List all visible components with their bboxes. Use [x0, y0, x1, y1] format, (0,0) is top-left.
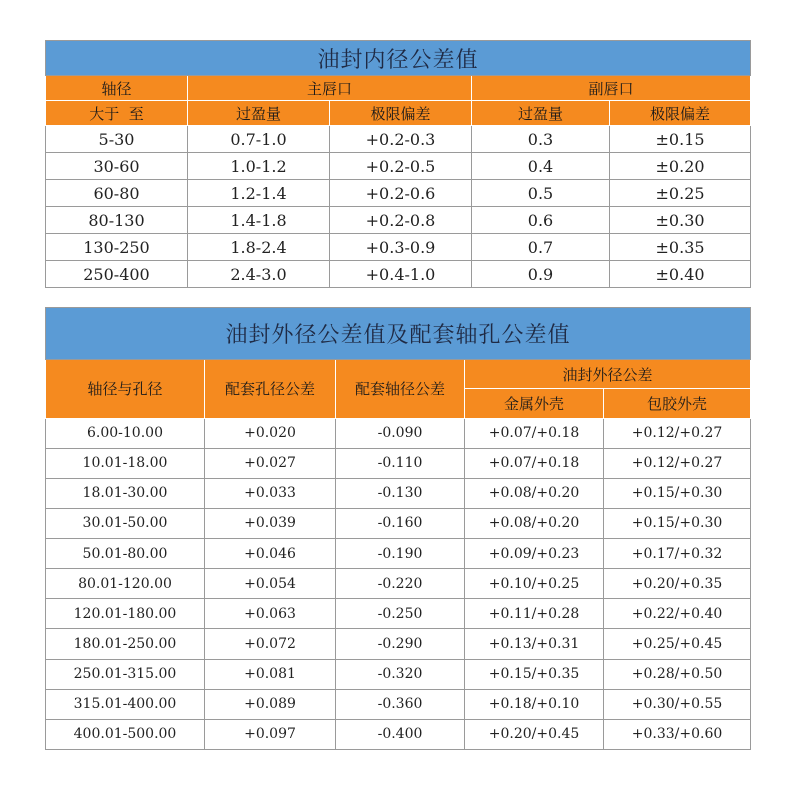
- table-cell: +0.33/+0.60: [604, 719, 751, 749]
- header-metal-case: 金属外壳: [465, 389, 604, 418]
- inner-table-body: [46, 126, 751, 288]
- inner-table-title: 油封内径公差值: [46, 41, 751, 76]
- table-cell: 1.4-1.8: [188, 207, 330, 234]
- table-cell: 0.7-1.0: [188, 126, 330, 153]
- table-cell: 6.00-10.00: [46, 418, 205, 448]
- table-cell: 130-250: [46, 234, 188, 261]
- table-cell: -0.250: [336, 599, 465, 629]
- table-cell: +0.039: [205, 508, 336, 538]
- table-cell: +0.027: [205, 448, 336, 478]
- table-row: [46, 478, 751, 508]
- table-row: [46, 599, 751, 629]
- table-row: [46, 153, 751, 180]
- header-main-deviation: 极限偏差: [330, 101, 472, 126]
- table-cell: +0.28/+0.50: [604, 659, 751, 689]
- table-cell: 0.7: [472, 234, 610, 261]
- header-main-interference: 过盈量: [188, 101, 330, 126]
- table-row: [46, 180, 751, 207]
- header-aux-lip: 副唇口: [472, 76, 751, 101]
- table-cell: 1.8-2.4: [188, 234, 330, 261]
- table-cell: +0.08/+0.20: [465, 478, 604, 508]
- table-cell: 0.5: [472, 180, 610, 207]
- table-cell: -0.110: [336, 448, 465, 478]
- table-row: [46, 418, 751, 448]
- header-rubber-case: 包胶外壳: [604, 389, 751, 418]
- table-cell: +0.033: [205, 478, 336, 508]
- table-cell: +0.097: [205, 719, 336, 749]
- table-cell: -0.090: [336, 418, 465, 448]
- table-cell: ±0.35: [610, 234, 751, 261]
- table-cell: +0.046: [205, 539, 336, 569]
- table-cell: +0.13/+0.31: [465, 629, 604, 659]
- table-cell: +0.07/+0.18: [465, 448, 604, 478]
- table-cell: +0.12/+0.27: [604, 448, 751, 478]
- table-row: [46, 539, 751, 569]
- inner-diameter-tolerance-table: [45, 40, 751, 288]
- table-cell: +0.2-0.8: [330, 207, 472, 234]
- table-cell: +0.4-1.0: [330, 261, 472, 288]
- table-cell: 5-30: [46, 126, 188, 153]
- table-cell: 30-60: [46, 153, 188, 180]
- table-cell: +0.11/+0.28: [465, 599, 604, 629]
- table-cell: -0.290: [336, 629, 465, 659]
- table-cell: +0.3-0.9: [330, 234, 472, 261]
- table-cell: +0.081: [205, 659, 336, 689]
- table-cell: 250.01-315.00: [46, 659, 205, 689]
- table-cell: +0.20/+0.45: [465, 719, 604, 749]
- table-cell: 50.01-80.00: [46, 539, 205, 569]
- table-cell: ±0.25: [610, 180, 751, 207]
- table-row: [46, 629, 751, 659]
- table-cell: -0.160: [336, 508, 465, 538]
- header-shaft-hole-diameter: 轴径与孔径: [46, 360, 205, 418]
- table-row: [46, 448, 751, 478]
- table-cell: ±0.20: [610, 153, 751, 180]
- table-cell: 30.01-50.00: [46, 508, 205, 538]
- table-cell: 1.2-1.4: [188, 180, 330, 207]
- table-cell: 400.01-500.00: [46, 719, 205, 749]
- table-cell: 10.01-18.00: [46, 448, 205, 478]
- table-cell: +0.15/+0.30: [604, 508, 751, 538]
- table-cell: -0.130: [336, 478, 465, 508]
- header-main-lip: 主唇口: [188, 76, 472, 101]
- table-cell: 80.01-120.00: [46, 569, 205, 599]
- table-cell: -0.400: [336, 719, 465, 749]
- table-cell: +0.072: [205, 629, 336, 659]
- table-cell: +0.22/+0.40: [604, 599, 751, 629]
- header-range: 大于 至: [46, 101, 188, 126]
- table-cell: +0.063: [205, 599, 336, 629]
- header-aux-deviation: 极限偏差: [610, 101, 751, 126]
- table-cell: 0.3: [472, 126, 610, 153]
- header-aux-interference: 过盈量: [472, 101, 610, 126]
- table-row: [46, 207, 751, 234]
- table-cell: ±0.30: [610, 207, 751, 234]
- outer-table-body: [46, 418, 751, 750]
- header-hole-tolerance: 配套孔径公差: [205, 360, 336, 418]
- table-cell: 80-130: [46, 207, 188, 234]
- table-row: [46, 126, 751, 153]
- table-cell: +0.089: [205, 689, 336, 719]
- table-cell: +0.10/+0.25: [465, 569, 604, 599]
- table-cell: ±0.15: [610, 126, 751, 153]
- table-cell: 1.0-1.2: [188, 153, 330, 180]
- table-cell: 250-400: [46, 261, 188, 288]
- table-row: [46, 234, 751, 261]
- table-cell: ±0.40: [610, 261, 751, 288]
- table-cell: 315.01-400.00: [46, 689, 205, 719]
- table-cell: +0.18/+0.10: [465, 689, 604, 719]
- table-cell: 0.6: [472, 207, 610, 234]
- table-cell: 0.4: [472, 153, 610, 180]
- table-cell: +0.020: [205, 418, 336, 448]
- table-row: [46, 261, 751, 288]
- table-row: [46, 569, 751, 599]
- table-cell: +0.30/+0.55: [604, 689, 751, 719]
- table-cell: +0.20/+0.35: [604, 569, 751, 599]
- header-shaft-tolerance: 配套轴径公差: [336, 360, 465, 418]
- table-row: [46, 719, 751, 749]
- table-cell: 180.01-250.00: [46, 629, 205, 659]
- table-cell: -0.320: [336, 659, 465, 689]
- table-cell: 18.01-30.00: [46, 478, 205, 508]
- table-row: [46, 659, 751, 689]
- table-row: [46, 508, 751, 538]
- outer-diameter-tolerance-table: [45, 307, 751, 750]
- table-cell: +0.17/+0.32: [604, 539, 751, 569]
- table-cell: +0.2-0.6: [330, 180, 472, 207]
- table-cell: +0.15/+0.35: [465, 659, 604, 689]
- outer-table-title: 油封外径公差值及配套轴孔公差值: [46, 308, 751, 360]
- table-cell: 0.9: [472, 261, 610, 288]
- table-cell: +0.07/+0.18: [465, 418, 604, 448]
- table-cell: +0.08/+0.20: [465, 508, 604, 538]
- table-cell: +0.12/+0.27: [604, 418, 751, 448]
- table-cell: -0.360: [336, 689, 465, 719]
- table-cell: -0.220: [336, 569, 465, 599]
- table-cell: +0.09/+0.23: [465, 539, 604, 569]
- table-cell: +0.15/+0.30: [604, 478, 751, 508]
- header-seal-od-tolerance: 油封外径公差: [465, 360, 751, 389]
- table-cell: +0.2-0.5: [330, 153, 472, 180]
- table-cell: +0.2-0.3: [330, 126, 472, 153]
- table-cell: +0.25/+0.45: [604, 629, 751, 659]
- table-row: [46, 689, 751, 719]
- table-cell: 120.01-180.00: [46, 599, 205, 629]
- table-cell: +0.054: [205, 569, 336, 599]
- table-cell: 60-80: [46, 180, 188, 207]
- header-shaft-diameter: 轴径: [46, 76, 188, 101]
- table-cell: 2.4-3.0: [188, 261, 330, 288]
- table-cell: -0.190: [336, 539, 465, 569]
